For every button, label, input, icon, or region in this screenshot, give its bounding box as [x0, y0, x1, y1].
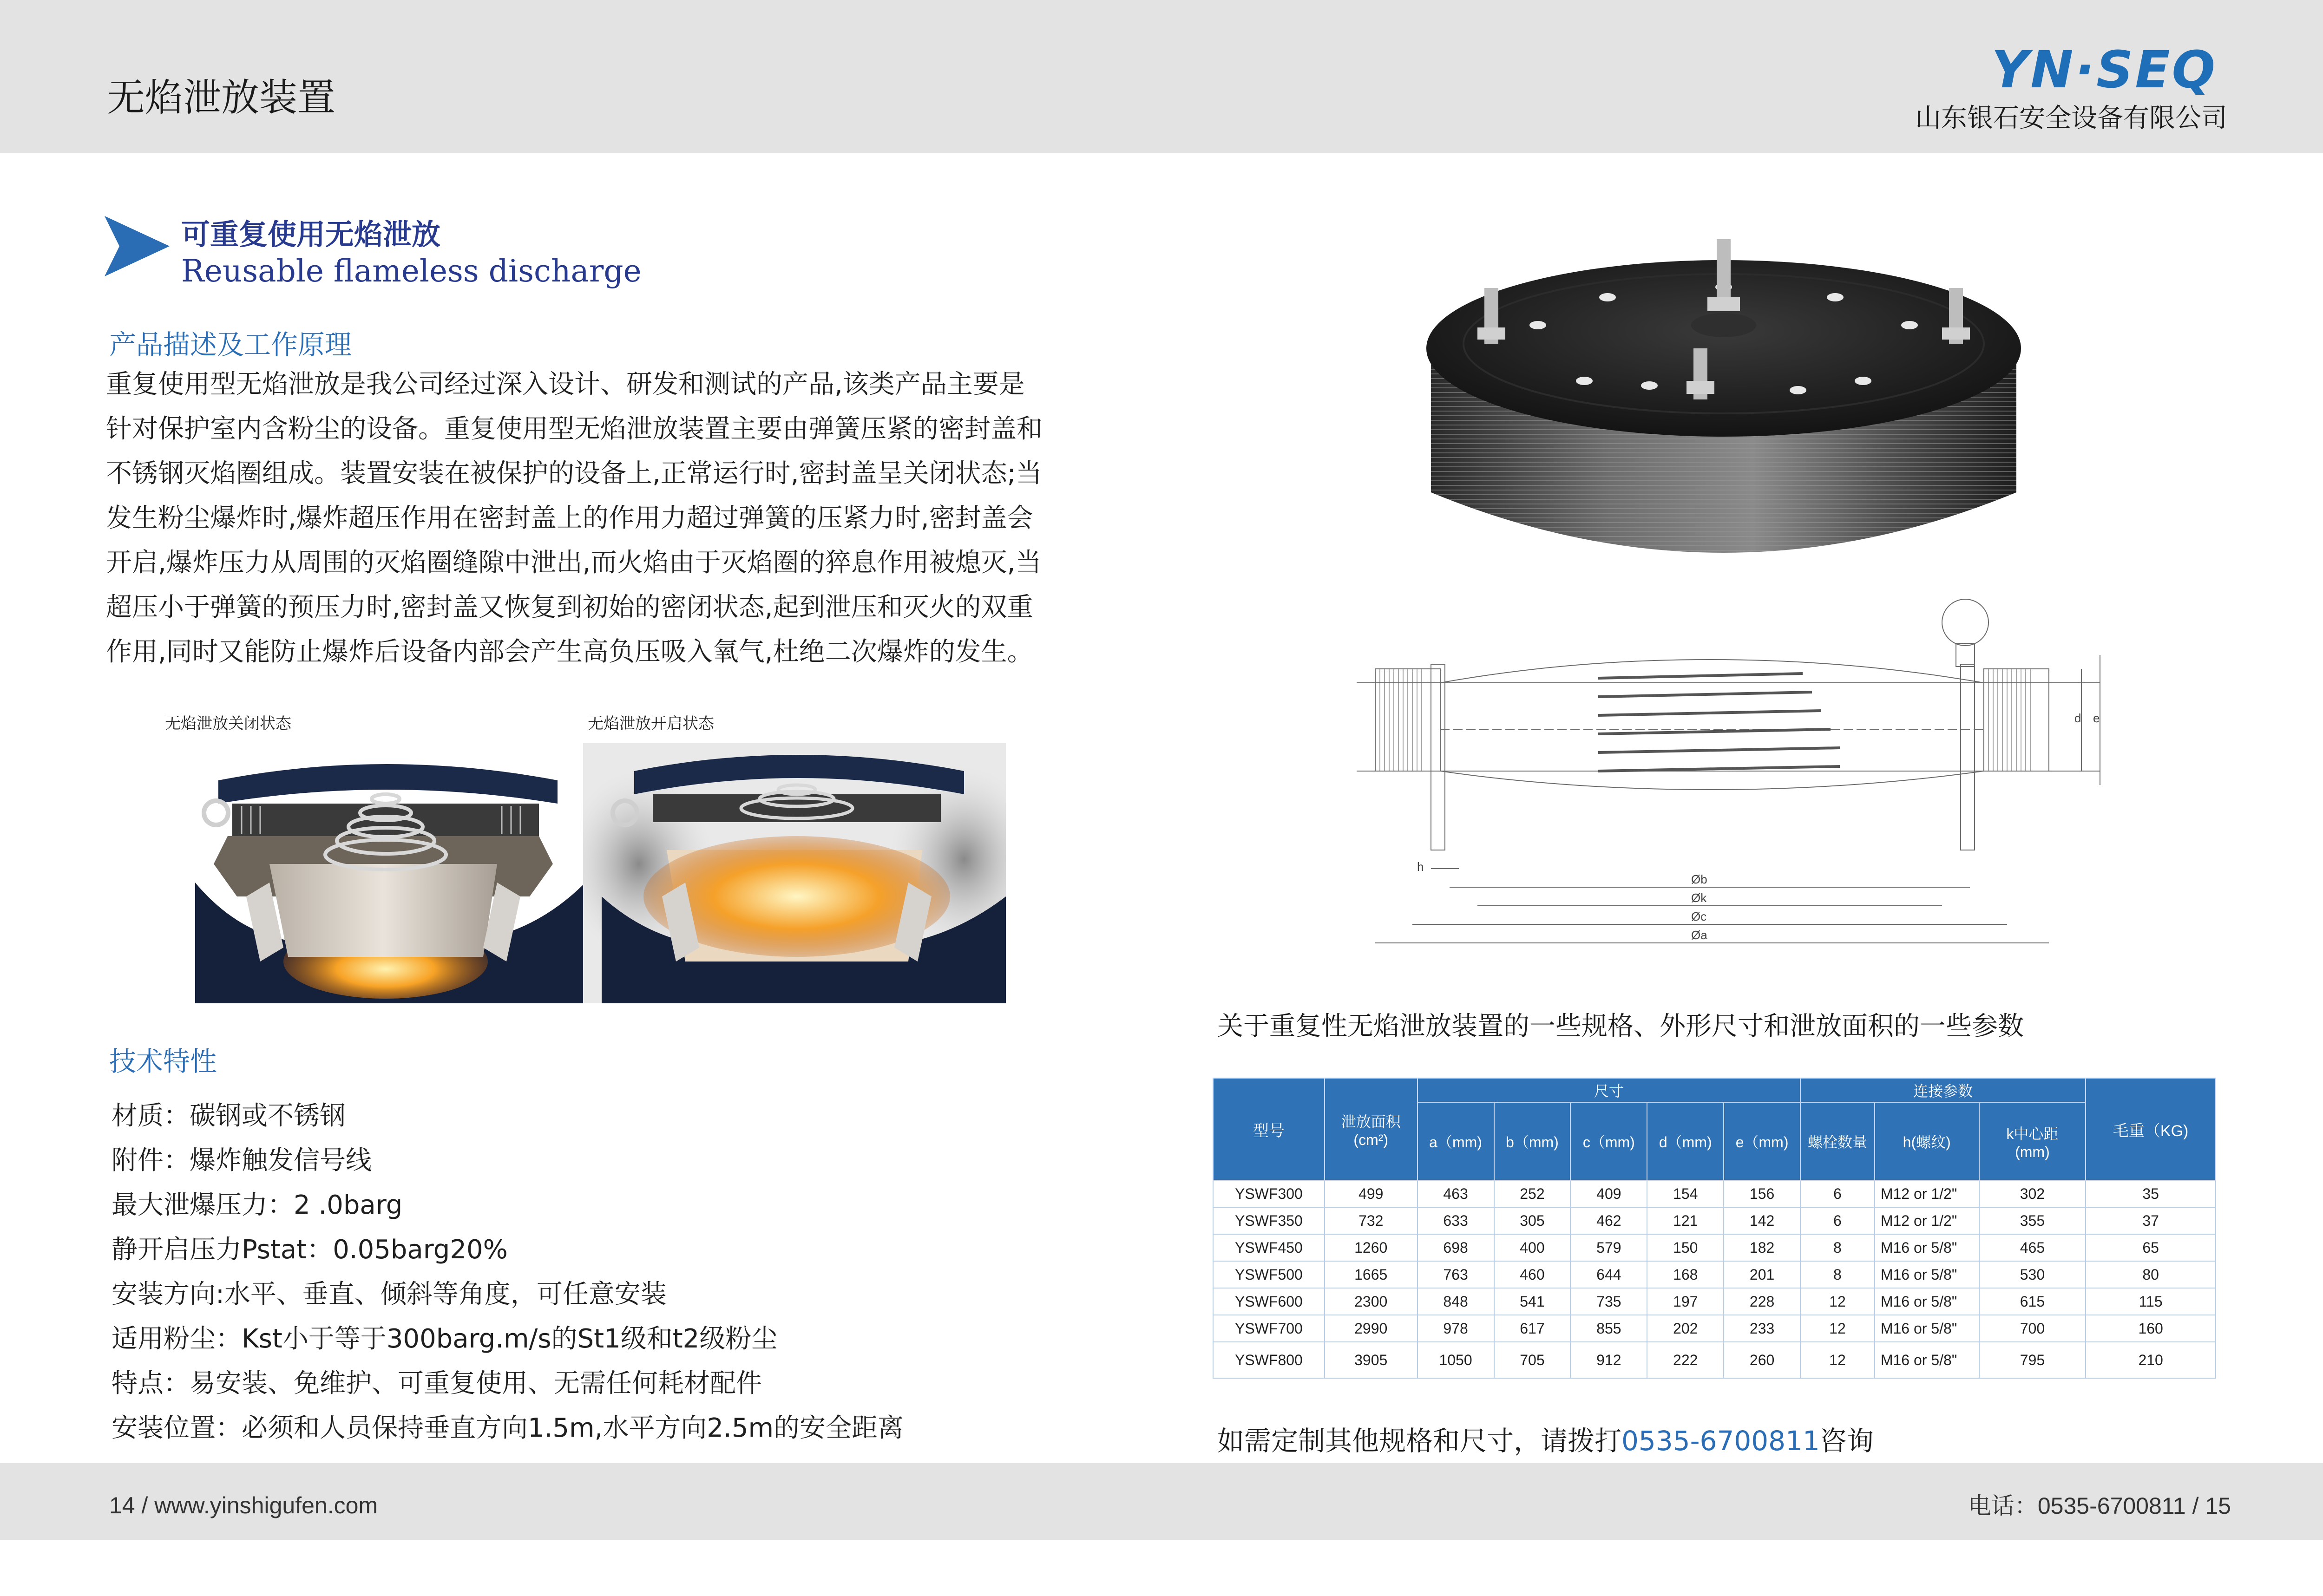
col-k [1979, 1102, 2086, 1180]
cell: 8 [1800, 1234, 1875, 1261]
cell: 1665 [1325, 1261, 1417, 1288]
dim-label-a: Øa [1691, 928, 1707, 942]
cell: 579 [1570, 1234, 1647, 1261]
col-area-label: 泄放面积 [1341, 1113, 1401, 1130]
cell: 615 [1979, 1288, 2086, 1315]
tech-item: 静开启压力Pstat：0.05barg20% [112, 1235, 508, 1265]
cell: 156 [1724, 1180, 1800, 1207]
cell: 2990 [1325, 1315, 1417, 1342]
description-line: 发生粉尘爆炸时,爆炸超压作用在密封盖上的作用力超过弹簧的压紧力时,密封盖会 [106, 503, 1033, 533]
cell: 1050 [1417, 1342, 1494, 1378]
cell: 462 [1570, 1207, 1647, 1234]
cell: 121 [1647, 1207, 1724, 1234]
cell: 201 [1724, 1261, 1800, 1288]
contact-prefix: 如需定制其他规格和尺寸，请拨打 [1217, 1425, 1622, 1457]
cell: 35 [2086, 1180, 2216, 1207]
cell: 65 [2086, 1234, 2216, 1261]
cell: 150 [1647, 1234, 1724, 1261]
cell: 6 [1800, 1180, 1875, 1207]
company-name: 山东银石安全设备有限公司 [1915, 103, 2227, 133]
description-line: 作用,同时又能防止爆炸后设备内部会产生高负压吸入氧气,杜绝二次爆炸的发生。 [106, 637, 1033, 667]
table-heading: 关于重复性无焰泄放装置的一些规格、外形尺寸和泄放面积的一些参数 [1217, 1011, 2024, 1041]
cell: 463 [1417, 1180, 1494, 1207]
dim-label-e: e [2093, 711, 2100, 725]
cell: 233 [1724, 1315, 1800, 1342]
cell: 222 [1647, 1342, 1724, 1378]
cell: 302 [1979, 1180, 2086, 1207]
cell: M16 or 5/8" [1875, 1234, 1979, 1261]
description-line: 不锈钢灭焰圈组成。装置安装在被保护的设备上,正常运行时,密封盖呈关闭状态;当 [106, 458, 1042, 489]
col-area-unit: (cm²) [1353, 1131, 1389, 1148]
section-title-cn: 可重复使用无焰泄放 [181, 217, 441, 251]
cell: YSWF600 [1213, 1288, 1325, 1315]
cell: 400 [1494, 1234, 1571, 1261]
cell: 2300 [1325, 1288, 1417, 1315]
description-line: 重复使用型无焰泄放是我公司经过深入设计、研发和测试的产品,该类产品主要是 [106, 369, 1025, 399]
contact-suffix: 咨询 [1819, 1425, 1874, 1457]
col-a: a（mm) [1417, 1102, 1494, 1180]
cell: 460 [1494, 1261, 1571, 1288]
cell: 1260 [1325, 1234, 1417, 1261]
tech-item: 最大泄爆压力：2 .0barg [112, 1190, 403, 1220]
dim-label-h: h [1417, 860, 1424, 874]
cell: YSWF450 [1213, 1234, 1325, 1261]
table-row [1213, 1180, 2216, 1207]
cell: M16 or 5/8" [1875, 1342, 1979, 1378]
cell: M16 or 5/8" [1875, 1261, 1979, 1288]
cell: 182 [1724, 1234, 1800, 1261]
tech-item: 适用粉尘：Kst小于等于300barg.m/s的St1级和t2级粉尘 [112, 1324, 778, 1354]
cell: 912 [1570, 1342, 1647, 1378]
col-c: c（mm) [1570, 1102, 1647, 1180]
cell: 499 [1325, 1180, 1417, 1207]
cell: 8 [1800, 1261, 1875, 1288]
cell: YSWF300 [1213, 1180, 1325, 1207]
col-k-unit: (mm) [2015, 1143, 2050, 1160]
tech-item: 安装位置：必须和人员保持垂直方向1.5m,水平方向2.5m的安全距离 [112, 1413, 904, 1443]
dim-label-b: Øb [1691, 872, 1707, 886]
table-row [1213, 1234, 2216, 1261]
cell: YSWF800 [1213, 1342, 1325, 1378]
cell: 154 [1647, 1180, 1724, 1207]
dim-label-k: Øk [1691, 891, 1707, 905]
cell: 465 [1979, 1234, 2086, 1261]
tech-heading: 技术特性 [109, 1046, 217, 1077]
tech-item: 安装方向:水平、垂直、倾斜等角度，可任意安装 [112, 1279, 667, 1309]
col-b: b（mm) [1494, 1102, 1571, 1180]
tech-item: 材质：碳钢或不锈钢 [112, 1101, 346, 1131]
cell: 698 [1417, 1234, 1494, 1261]
cell: 210 [2086, 1342, 2216, 1378]
open-state-illustration [583, 743, 1006, 1003]
cell: 3905 [1325, 1342, 1417, 1378]
table-row [1213, 1288, 2216, 1315]
cell: 305 [1494, 1207, 1571, 1234]
col-e: e（mm) [1724, 1102, 1800, 1180]
tech-item: 附件：爆炸触发信号线 [112, 1145, 372, 1176]
cell: 260 [1724, 1342, 1800, 1378]
cell: 763 [1417, 1261, 1494, 1288]
cell: 732 [1325, 1207, 1417, 1234]
cell: 409 [1570, 1180, 1647, 1207]
cell: 12 [1800, 1342, 1875, 1378]
contact-line [1217, 1419, 1874, 1458]
description-heading: 产品描述及工作原理 [109, 329, 352, 360]
cell: 12 [1800, 1288, 1875, 1315]
cell: 37 [2086, 1207, 2216, 1234]
cell: 795 [1979, 1342, 2086, 1378]
brand-logo: YN·SEQ [1991, 40, 2217, 99]
cell: 142 [1724, 1207, 1800, 1234]
dim-label-d: d [2074, 711, 2081, 725]
col-weight: 毛重（KG) [2086, 1078, 2216, 1180]
cell: 541 [1494, 1288, 1571, 1315]
cell: 700 [1979, 1315, 2086, 1342]
col-model: 型号 [1213, 1078, 1325, 1180]
tech-list [112, 1094, 904, 1451]
cell: 735 [1570, 1288, 1647, 1315]
cell: 848 [1417, 1288, 1494, 1315]
table-row [1213, 1207, 2216, 1234]
col-bolts: 螺栓数量 [1800, 1102, 1875, 1180]
footer-right: 电话：0535-6700811 / 15 [1968, 1493, 2231, 1519]
cell: YSWF500 [1213, 1261, 1325, 1288]
cell: YSWF350 [1213, 1207, 1325, 1234]
cell: 80 [2086, 1261, 2216, 1288]
dim-label-c: Øc [1691, 909, 1707, 923]
cell: M12 or 1/2" [1875, 1180, 1979, 1207]
table-row [1213, 1315, 2216, 1342]
col-group-conn: 连接参数 [1800, 1078, 2086, 1102]
tech-item: 特点：易安装、免维护、可重复使用、无需任何耗材配件 [112, 1368, 762, 1399]
cell: M16 or 5/8" [1875, 1315, 1979, 1342]
cell: 115 [2086, 1288, 2216, 1315]
description-body [106, 362, 1137, 674]
col-h: h(螺纹) [1875, 1102, 1979, 1180]
cell: 197 [1647, 1288, 1724, 1315]
description-line: 针对保护室内含粉尘的设备。重复使用型无焰泄放装置主要由弹簧压紧的密封盖和 [106, 414, 1043, 444]
cell: 6 [1800, 1207, 1875, 1234]
cell: 855 [1570, 1315, 1647, 1342]
cell: 530 [1979, 1261, 2086, 1288]
product-photo [1389, 232, 2058, 585]
cell: M16 or 5/8" [1875, 1288, 1979, 1315]
table-row [1213, 1261, 2216, 1288]
section-title-en: Reusable flameless discharge [181, 253, 642, 289]
technical-drawing [1338, 590, 2119, 971]
cell: 202 [1647, 1315, 1724, 1342]
cell: M12 or 1/2" [1875, 1207, 1979, 1234]
cell: 12 [1800, 1315, 1875, 1342]
footer-left: 14 / www.yinshigufen.com [109, 1492, 378, 1518]
spec-table [1213, 1078, 2216, 1379]
contact-phone: 0535-6700811 [1621, 1425, 1820, 1457]
description-line: 超压小于弹簧的预压力时,密封盖又恢复到初始的密闭状态,起到泄压和灭火的双重 [106, 592, 1033, 622]
closed-state-illustration [177, 743, 585, 1003]
col-k-label: k中心距 [2006, 1125, 2059, 1142]
closed-state-caption: 无焰泄放关闭状态 [165, 714, 291, 733]
cell: 355 [1979, 1207, 2086, 1234]
page-title: 无焰泄放装置 [107, 76, 336, 120]
col-area [1325, 1078, 1417, 1180]
table-row [1213, 1342, 2216, 1378]
cell: YSWF700 [1213, 1315, 1325, 1342]
cell: 617 [1494, 1315, 1571, 1342]
open-state-caption: 无焰泄放开启状态 [588, 714, 714, 733]
cell: 228 [1724, 1288, 1800, 1315]
cell: 160 [2086, 1315, 2216, 1342]
cell: 644 [1570, 1261, 1647, 1288]
section-arrow-icon [105, 216, 170, 276]
cell: 705 [1494, 1342, 1571, 1378]
cell: 252 [1494, 1180, 1571, 1207]
cell: 978 [1417, 1315, 1494, 1342]
col-group-size: 尺寸 [1417, 1078, 1800, 1102]
description-line: 开启,爆炸压力从周围的灭焰圈缝隙中泄出,而火焰由于灭焰圈的猝息作用被熄灭,当 [106, 548, 1042, 578]
cell: 633 [1417, 1207, 1494, 1234]
col-d: d（mm) [1647, 1102, 1724, 1180]
cell: 168 [1647, 1261, 1724, 1288]
